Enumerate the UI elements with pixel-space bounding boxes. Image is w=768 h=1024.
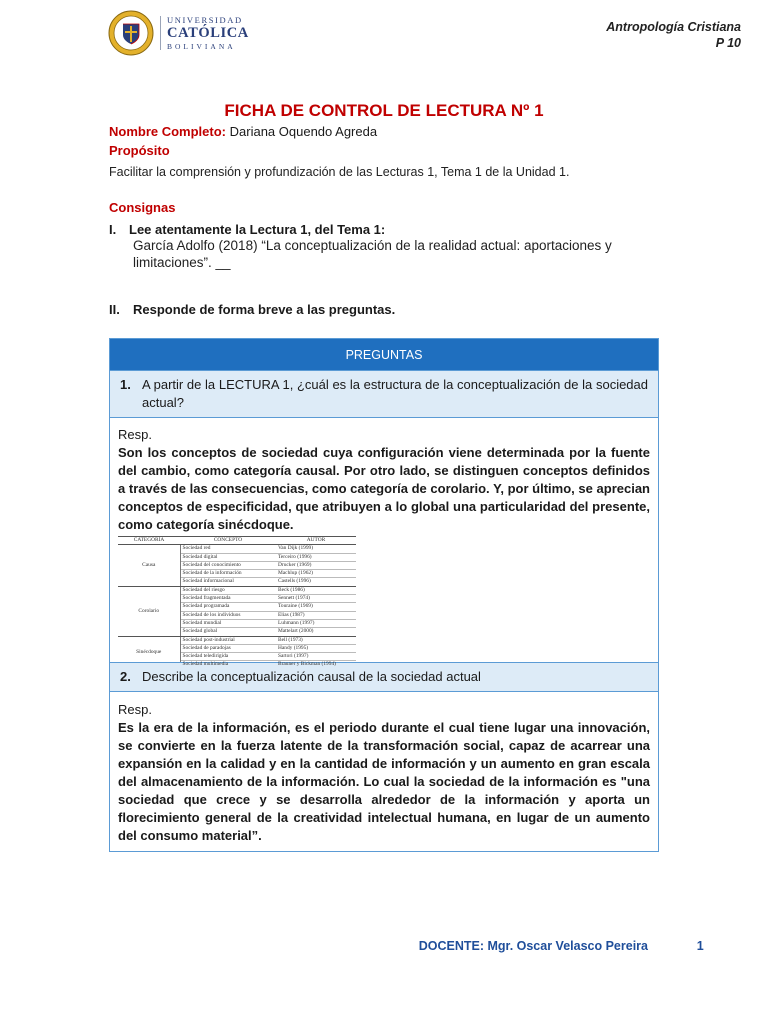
logo-line-3: BOLIVIANA [167, 41, 236, 51]
question-1-text: A partir de la LECTURA 1, ¿cuál es la estructura de la conceptualización de la sociedad actual? [142, 377, 648, 410]
reading-reference: García Adolfo (2018) “La conceptualización de la realidad actual: aportaciones y limitaciones”. __ [133, 238, 612, 270]
concept-table [118, 536, 356, 670]
concept-table-concept: Sociedad multimedia [180, 661, 276, 669]
purpose-text: Facilitar la comprensión y profundización de las Lecturas 1, Tema 1 de la Unidad 1. [109, 165, 570, 179]
questions-table-header: PREGUNTAS [110, 339, 658, 370]
concept-table-concept: Sociedad de paradojas [180, 644, 276, 652]
answer-cell-2 [110, 692, 658, 851]
concept-table-concept: Sociedad global [180, 628, 276, 636]
footer-page-number: 1 [696, 939, 704, 953]
answer-cell-1 [110, 418, 658, 668]
logo-wordmark [167, 16, 249, 51]
concept-table-row [118, 636, 356, 644]
concept-table-author: Elias (1987) [276, 611, 356, 619]
concept-table-author: Handy (1995) [276, 644, 356, 652]
instruction-1-number: I. [109, 222, 117, 237]
concept-table-concept: Sociedad de los individuos [180, 611, 276, 619]
concept-table-author: Mattelart (2000) [276, 628, 356, 636]
page-code: P 10 [715, 36, 741, 50]
concept-table-author: Touraine (1969) [276, 603, 356, 611]
footer [418, 939, 704, 953]
concept-table-author: Terceiro (1996) [276, 553, 356, 561]
logo-line-1: UNIVERSIDAD [167, 14, 243, 25]
concept-table-concept: Sociedad red [180, 545, 276, 553]
concept-table-concept: Sociedad post-industrial [180, 636, 276, 644]
logo-divider [160, 16, 161, 50]
concept-table-concept: Sociedad mundial [180, 619, 276, 627]
concept-table-row [118, 586, 356, 594]
concept-table-author: Beck (1986) [276, 586, 356, 594]
instruction-2-text: Responde de forma breve a las preguntas. [133, 302, 396, 317]
questions-table [109, 338, 659, 852]
concept-table-author: Sartori (1997) [276, 653, 356, 661]
concept-table-concept: Sociedad de la información [180, 570, 276, 578]
concept-table-category: Causa [118, 545, 180, 586]
concept-table-concept: Sociedad del conocimiento [180, 561, 276, 569]
answer-1-text: Son los conceptos de sociedad cuya configuración viene determinada por la fuente del cambio, como categoría causal. Por otro lado, se distinguen conceptos definidos a través de las consecuencias, como categoría de corolario. Y, por último, se aprecian conceptos de especificidad, que atribuyen a lo global una particularidad del presente, como categoría sinécdoque. [118, 445, 650, 532]
concept-table-concept: Sociedad informacional [180, 578, 276, 586]
concept-table-header-concept: CONCEPTO [180, 537, 276, 545]
concept-table-row [118, 545, 356, 553]
concept-table-category: Corolario [118, 586, 180, 636]
concept-table-author: Bell (1973) [276, 636, 356, 644]
instructions-label: Consignas [109, 200, 176, 215]
university-seal-icon [108, 10, 154, 56]
concept-table-author: Castells (1996) [276, 578, 356, 586]
university-logo [108, 10, 249, 56]
concept-table-author: Machlup (1962) [276, 570, 356, 578]
instruction-item-1 [109, 222, 385, 237]
concept-table-concept: Sociedad teledirigida [180, 653, 276, 661]
concept-table-header-category: CATEGORÍA [118, 537, 180, 545]
concept-table-header-author: AUTOR [276, 537, 356, 545]
course-name: Antropología Cristiana [606, 20, 741, 34]
question-2-text: Describe la conceptualización causal de la sociedad actual [142, 669, 481, 684]
concept-table-author: Brauner y Bickman (1994) [276, 661, 356, 669]
student-name-value: Dariana Oquendo Agreda [229, 124, 378, 139]
purpose-label: Propósito [109, 143, 170, 158]
document-title: FICHA DE CONTROL DE LECTURA Nº 1 [224, 101, 544, 120]
question-row-1 [110, 370, 658, 418]
course-header [606, 19, 741, 51]
concept-table-concept: Sociedad fragmentada [180, 595, 276, 603]
instruction-item-2 [109, 302, 395, 317]
concept-table-concept: Sociedad programada [180, 603, 276, 611]
concept-table-author: Drucker (1969) [276, 561, 356, 569]
instruction-1-text: Lee atentamente la Lectura 1, del Tema 1: [129, 222, 386, 237]
concept-table-concept: Sociedad digital [180, 553, 276, 561]
question-1-number: 1. [120, 377, 131, 392]
answer-1-resp-label: Resp. [118, 427, 152, 442]
concept-table-concept: Sociedad del riesgo [180, 586, 276, 594]
student-name-label: Nombre Completo: [109, 124, 226, 139]
logo-line-2: CATÓLICA [167, 25, 249, 42]
question-2-number: 2. [120, 669, 131, 684]
student-name-row [109, 124, 377, 139]
instruction-2-number: II. [109, 302, 120, 317]
concept-table-category: Sinécdoque [118, 636, 180, 669]
concept-table-author: Luhmann (1997) [276, 619, 356, 627]
concept-table-author: Sennett (1974) [276, 595, 356, 603]
footer-teacher: DOCENTE: Mgr. Oscar Velasco Pereira [418, 939, 648, 953]
concept-table-author: Van Dijk (1999) [276, 545, 356, 553]
answer-2-text: Es la era de la información, es el periodo durante el cual tiene lugar una innovación, se convierte en la fuerza latente de la transformación social, capaz de acarrear una expansión en la calidad y en la cantidad de información y un aumento en gran escala del almacenamiento de la información. Lo cual la sociedad de la información es "una sociedad que crece y se desarrolla alrededor de la información y aporta un florecimiento general de la creatividad intelectual humana, en lugar de un aumento del consumo material”. [118, 720, 650, 843]
answer-2-resp-label: Resp. [118, 702, 152, 717]
